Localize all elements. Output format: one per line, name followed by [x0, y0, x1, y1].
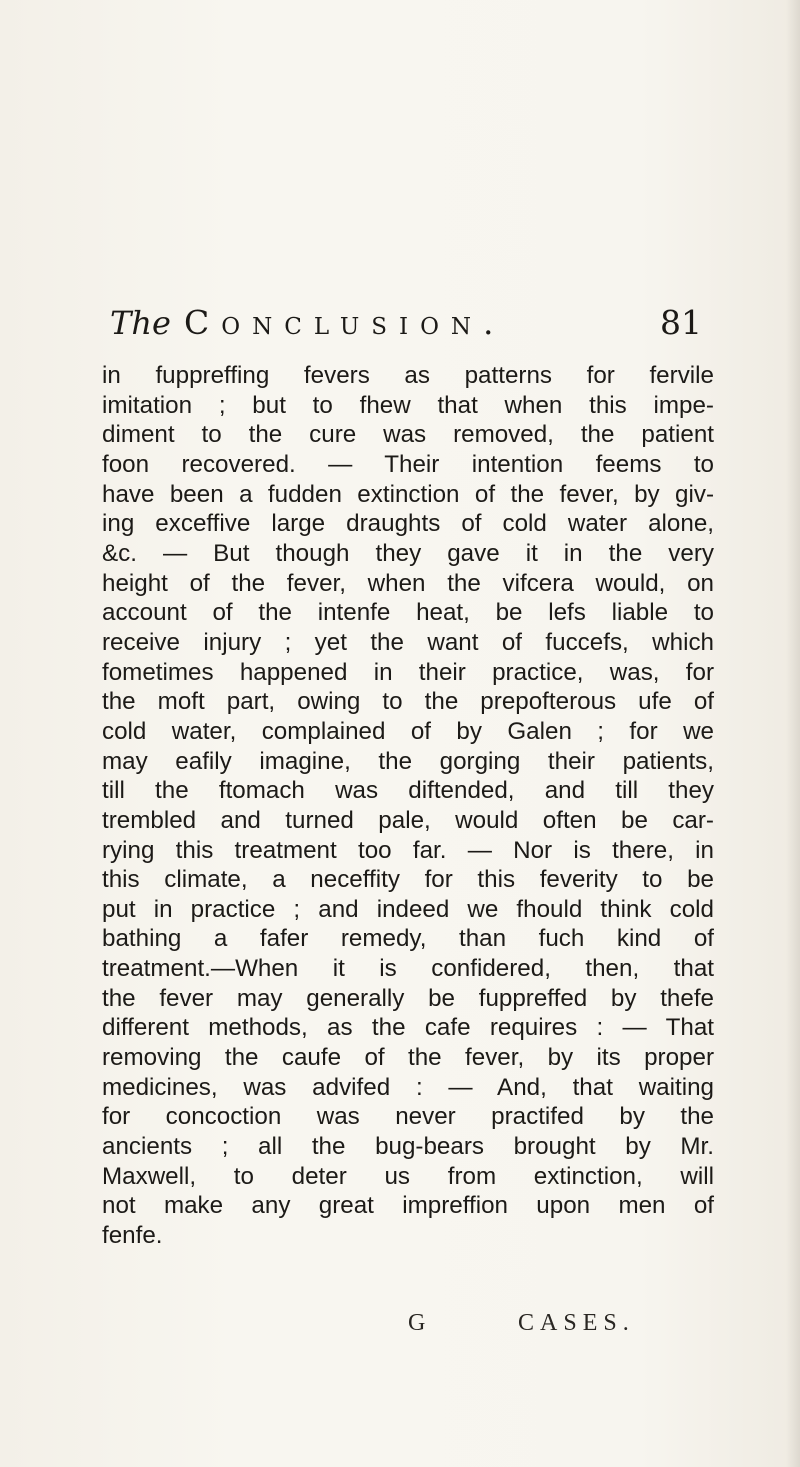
running-head-italic-word: The: [110, 304, 171, 342]
text-line: receive injury ; yet the want of fuccefs, which: [102, 628, 714, 656]
text-line: may eafily imagine, the gorging their patients,: [102, 747, 714, 775]
text-line: cold water, complained of by Galen ; for we: [102, 717, 714, 745]
page-number: 81: [660, 303, 702, 342]
text-line: the fever may generally be fuppreffed by thefe: [102, 984, 714, 1012]
text-line: ing exceffive large draughts of cold water alone,: [102, 510, 714, 538]
body-paragraph: [102, 361, 714, 1251]
text-line: removing the caufe of the fever, by its proper: [102, 1044, 714, 1072]
text-line: this climate, a neceffity for this feverity to be: [102, 866, 714, 894]
text-line: trembled and turned pale, would often be car-: [102, 806, 714, 834]
text-line: different methods, as the cafe requires : — That: [102, 1014, 714, 1042]
page-edge-shadow: [786, 0, 800, 1467]
signature-mark: G: [408, 1310, 426, 1336]
text-line: not make any great impreffion upon men of: [102, 1192, 714, 1220]
text-line: diment to the cure was removed, the patient: [102, 421, 714, 449]
text-line: account of the intenfe heat, be lefs liable to: [102, 599, 714, 627]
text-line: in fuppreffing fevers as patterns for fervile: [102, 362, 714, 389]
text-line: imitation ; but to fhew that when this impe-: [102, 391, 714, 419]
text-line: foon recovered. — Their intention feems to: [102, 450, 714, 478]
text-line: bathing a fafer remedy, than fuch kind of: [102, 925, 714, 953]
catchword: CASES.: [518, 1310, 635, 1336]
running-head-title: Conclusion.: [184, 303, 506, 342]
running-head: [110, 300, 710, 346]
text-line: height of the fever, when the vifcera would, on: [102, 569, 714, 597]
text-line: treatment.—When it is confidered, then, that: [102, 955, 714, 983]
text-line: &c. — But though they gave it in the very: [102, 539, 714, 567]
text-line: rying this treatment too far. — Nor is there, in: [102, 836, 714, 864]
text-line: ancients ; all the bug-bears brought by Mr.: [102, 1133, 714, 1161]
text-line: fometimes happened in their practice, was, for: [102, 658, 714, 686]
text-line: for concoction was never practifed by the: [102, 1103, 714, 1131]
text-line: Maxwell, to deter us from extinction, will: [102, 1162, 714, 1190]
text-line: till the ftomach was diftended, and till they: [102, 777, 714, 805]
text-line: have been a fudden extinction of the fever, by giv-: [102, 480, 714, 508]
text-line: fenfe.: [102, 1222, 163, 1250]
text-line: the moft part, owing to the prepofterous ufe of: [102, 688, 714, 716]
text-line: put in practice ; and indeed we fhould think cold: [102, 895, 714, 923]
text-line: medicines, was advifed : — And, that waiting: [102, 1073, 714, 1101]
page-footer: [408, 1305, 718, 1341]
